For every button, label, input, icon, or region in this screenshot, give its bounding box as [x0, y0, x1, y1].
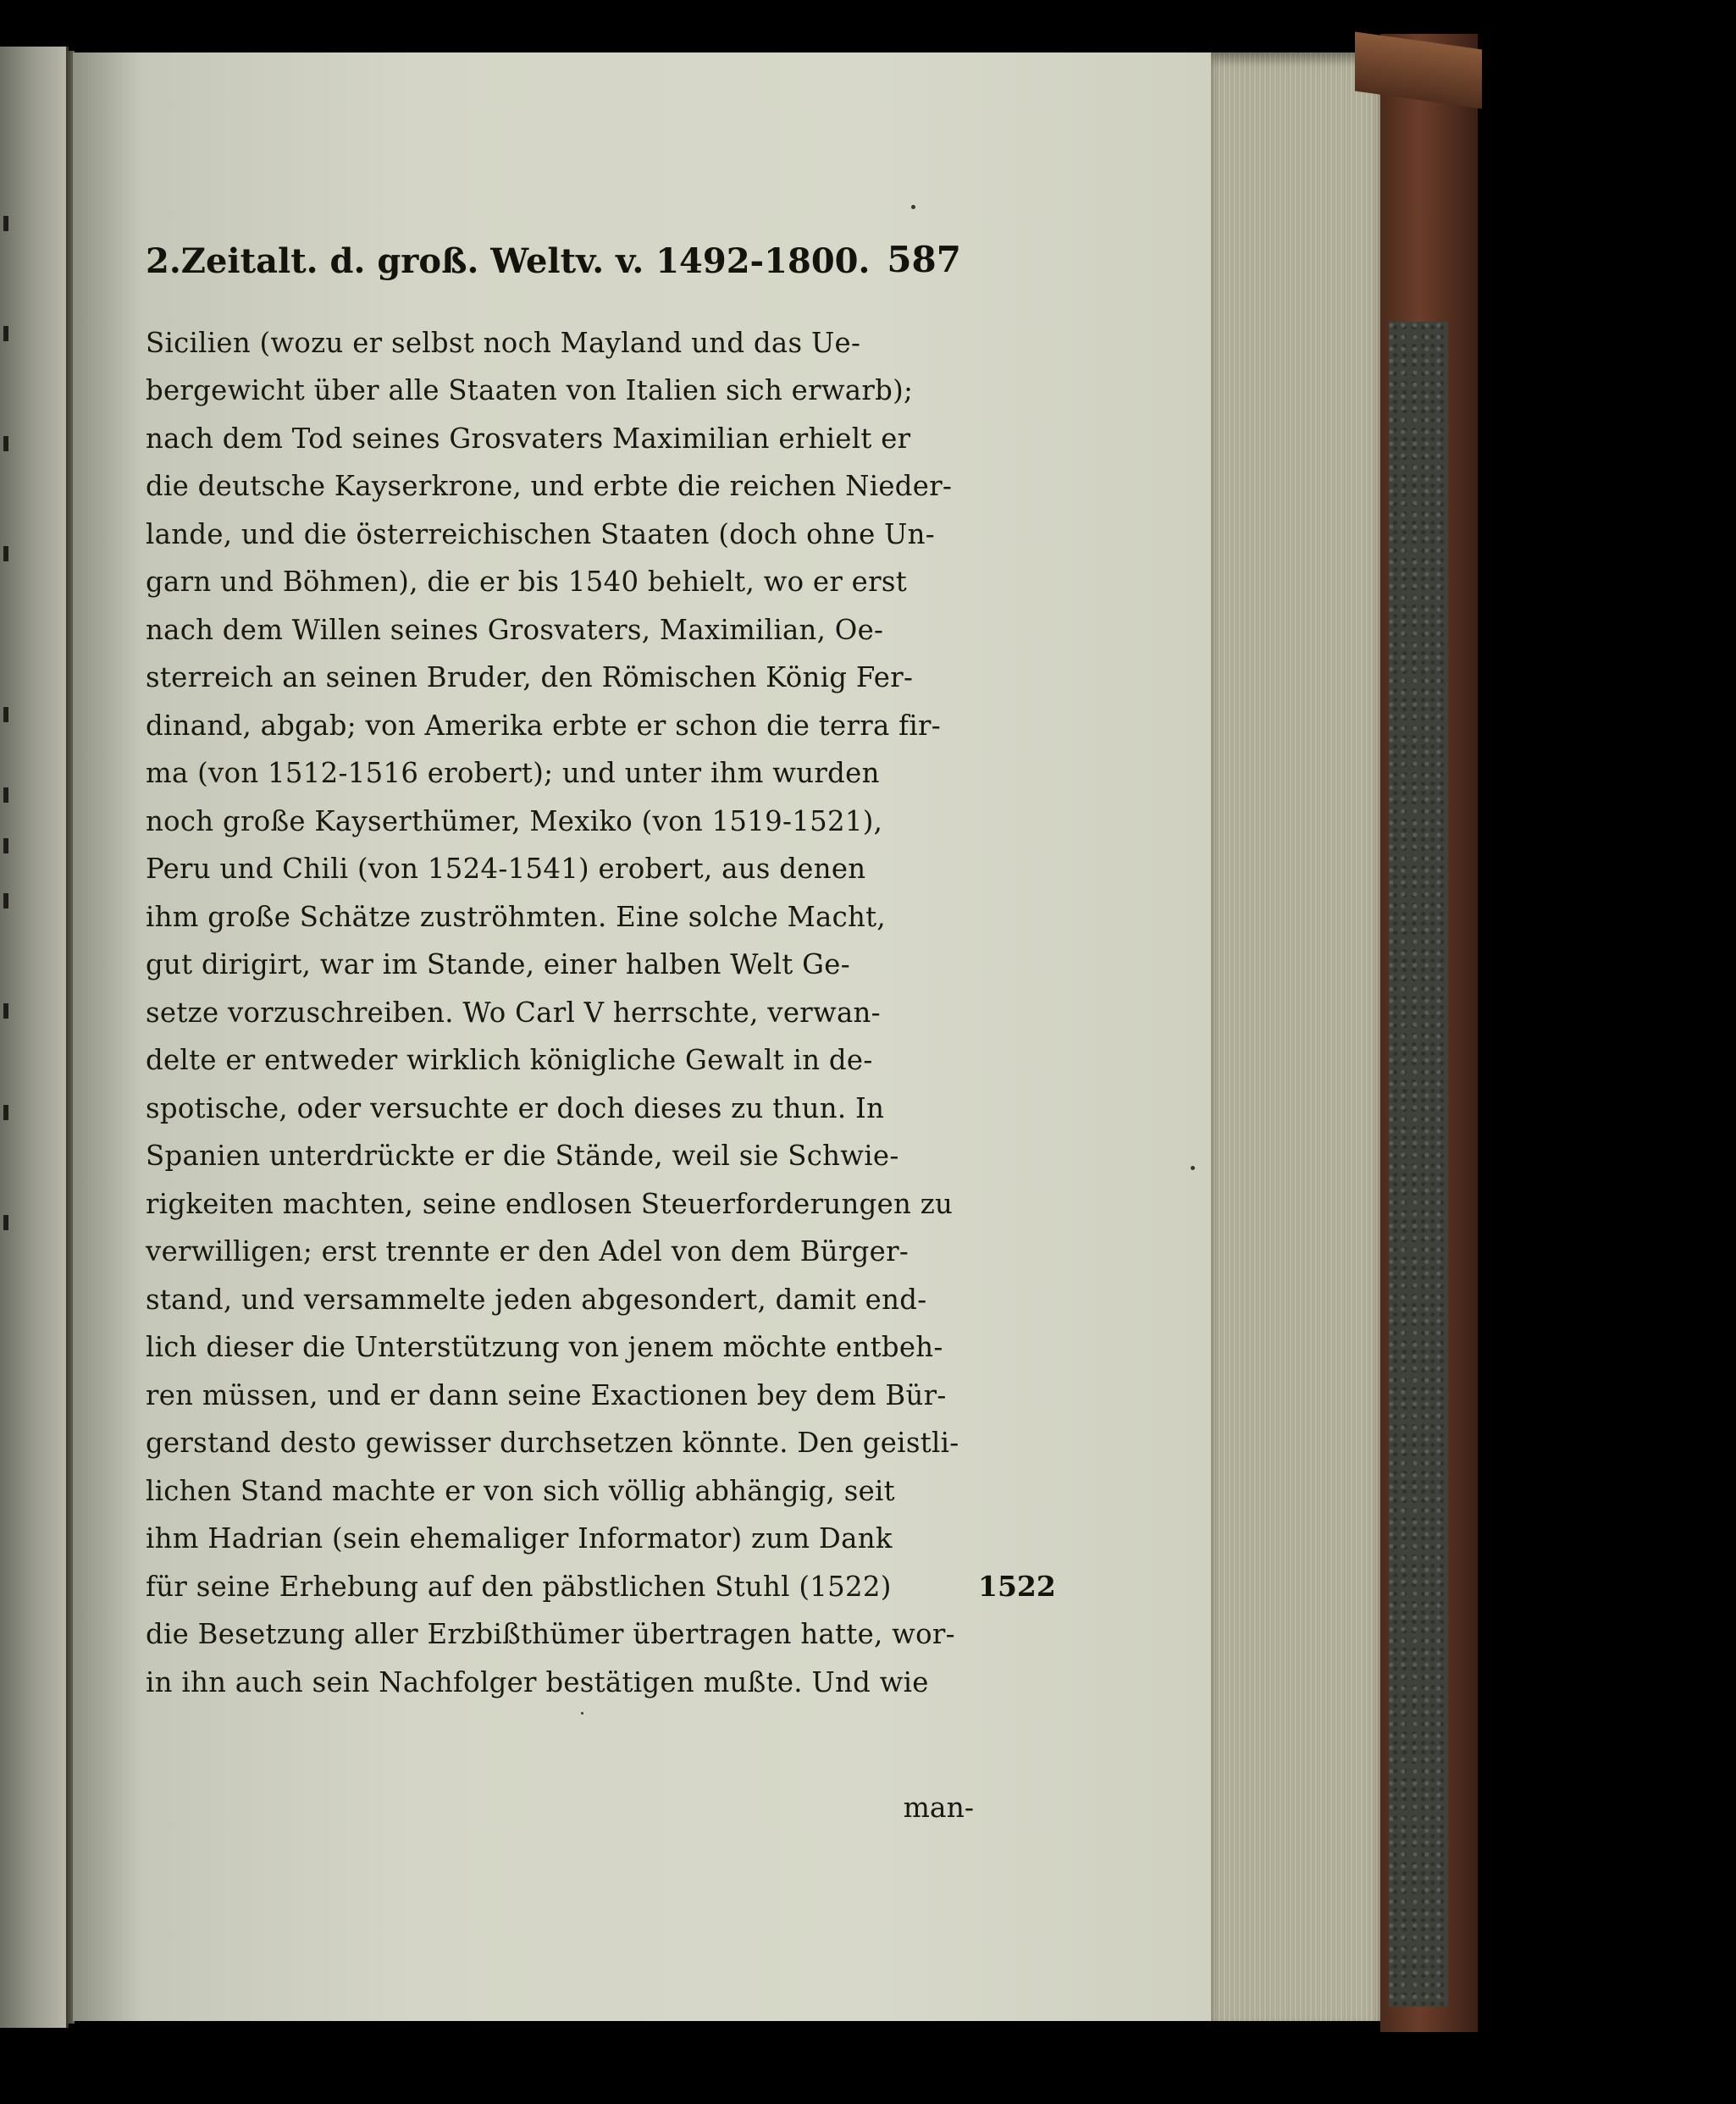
page-stack-edges	[1211, 52, 1380, 2021]
text-line: ihm Hadrian (sein ehemaliger Informator) zum Dank	[146, 1521, 893, 1555]
catchword: man-	[903, 1791, 974, 1824]
text-line: in ihn auch sein Nachfolger bestätigen mußte. Und wie	[146, 1665, 929, 1698]
text-line: die Besetzung aller Erzbißthümer übertragen hatte, wor-	[146, 1617, 955, 1650]
previous-page-edge	[0, 47, 69, 2028]
text-line: ren müssen, und er dann seine Exactionen bey dem Bür-	[146, 1378, 947, 1411]
text-line: spotische, oder versuchte er doch dieses zu thun. In	[146, 1091, 885, 1124]
text-line: garn und Böhmen), die er bis 1540 behielt, wo er erst	[146, 565, 908, 598]
text-line: delte er entweder wirklich königliche Gewalt in de-	[146, 1043, 873, 1076]
text-line: lande, und die österreichischen Staaten (doch ohne Un-	[146, 517, 936, 550]
text-line: Peru und Chili (von 1524-1541) erobert, aus denen	[146, 852, 866, 885]
text-line: stand, und versammelte jeden abgesondert, damit end-	[146, 1283, 927, 1316]
text-line: lich dieser die Unterstützung von jenem möchte entbeh-	[146, 1330, 943, 1363]
text-line: sterreich an seinen Bruder, den Römischen König Fer-	[146, 660, 914, 693]
margin-note: 1522	[978, 1570, 1056, 1603]
text-line: setze vorzuschreiben. Wo Carl V herrschte, verwan-	[146, 996, 881, 1029]
text-line: ma (von 1512-1516 erobert); und unter ihm wurden	[146, 756, 880, 789]
text-line: bergewicht über alle Staaten von Italien sich erwarb);	[146, 373, 914, 406]
text-line: nach dem Tod seines Grosvaters Maximilian erhielt er	[146, 422, 911, 455]
text-line: Sicilien (wozu er selbst noch Mayland und das Ue-	[146, 326, 861, 359]
page-number: 587	[887, 239, 961, 280]
marbled-board	[1389, 322, 1448, 2007]
text-line: dinand, abgab; von Amerika erbte er schon die terra fir-	[146, 709, 942, 742]
text-line: die deutsche Kayserkrone, und erbte die reichen Nieder-	[146, 469, 953, 502]
running-head: 2.Zeitalt. d. groß. Weltv. v. 1492-1800.	[146, 241, 871, 281]
text-line: lichen Stand machte er von sich völlig abhängig, seit	[146, 1474, 895, 1507]
text-line: rigkeiten machten, seine endlosen Steuerforderungen zu	[146, 1187, 954, 1220]
text-line: nach dem Willen seines Grosvaters, Maximilian, Oe-	[146, 613, 884, 646]
text-line: Spanien unterdrückte er die Stände, weil sie Schwie-	[146, 1139, 899, 1172]
text-line: ihm große Schätze zuströhmten. Eine solche Macht,	[146, 900, 886, 933]
text-line: verwilligen; erst trennte er den Adel von dem Bürger-	[146, 1234, 909, 1267]
text-line: gerstand desto gewisser durchsetzen könnte. Den geistli-	[146, 1426, 959, 1459]
text-line: für seine Erhebung auf den päbstlichen Stuhl (1522)	[146, 1570, 892, 1603]
text-line: gut dirigirt, war im Stande, einer halben Welt Ge-	[146, 947, 850, 980]
text-line: noch große Kayserthümer, Mexiko (von 1519-1521),	[146, 804, 883, 837]
